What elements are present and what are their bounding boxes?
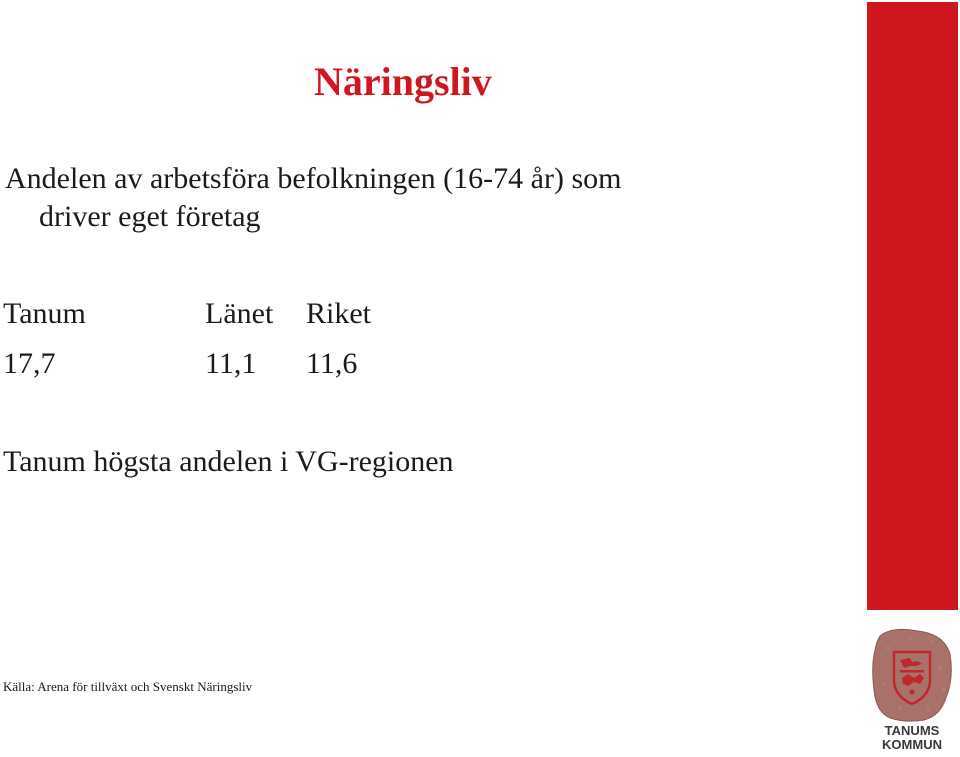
source-caption: Källa: Arena för tillväxt och Svenskt Näringsliv [3,679,253,694]
stats-header-row [3,295,423,345]
logo-text-tanums: TANUMS [884,723,940,738]
summary-note: Tanum högsta andelen i VG-regionen [3,445,454,478]
logo-text-kommun: KOMMUN [882,737,942,752]
stats-value-lanet: 11,1 [205,347,257,380]
red-accent-bar [867,2,958,610]
stats-header-riket: Riket [306,297,371,330]
heading-line-1: Andelen av arbetsföra befolkningen (16-74 år) som [5,162,622,195]
stats-value-riket: 11,6 [306,347,358,380]
heading-line-2: driver eget företag [39,200,261,233]
stats-table [3,295,423,395]
stats-header-tanum: Tanum [3,297,86,330]
slide-title: Näringsliv [314,59,492,104]
stats-value-tanum: 17,7 [3,347,56,380]
tanums-kommun-coat-of-arms-icon [870,628,954,722]
stats-value-row [3,345,423,395]
slide-heading [5,160,745,236]
municipality-logo [870,628,954,754]
stats-header-lanet: Länet [205,297,274,330]
